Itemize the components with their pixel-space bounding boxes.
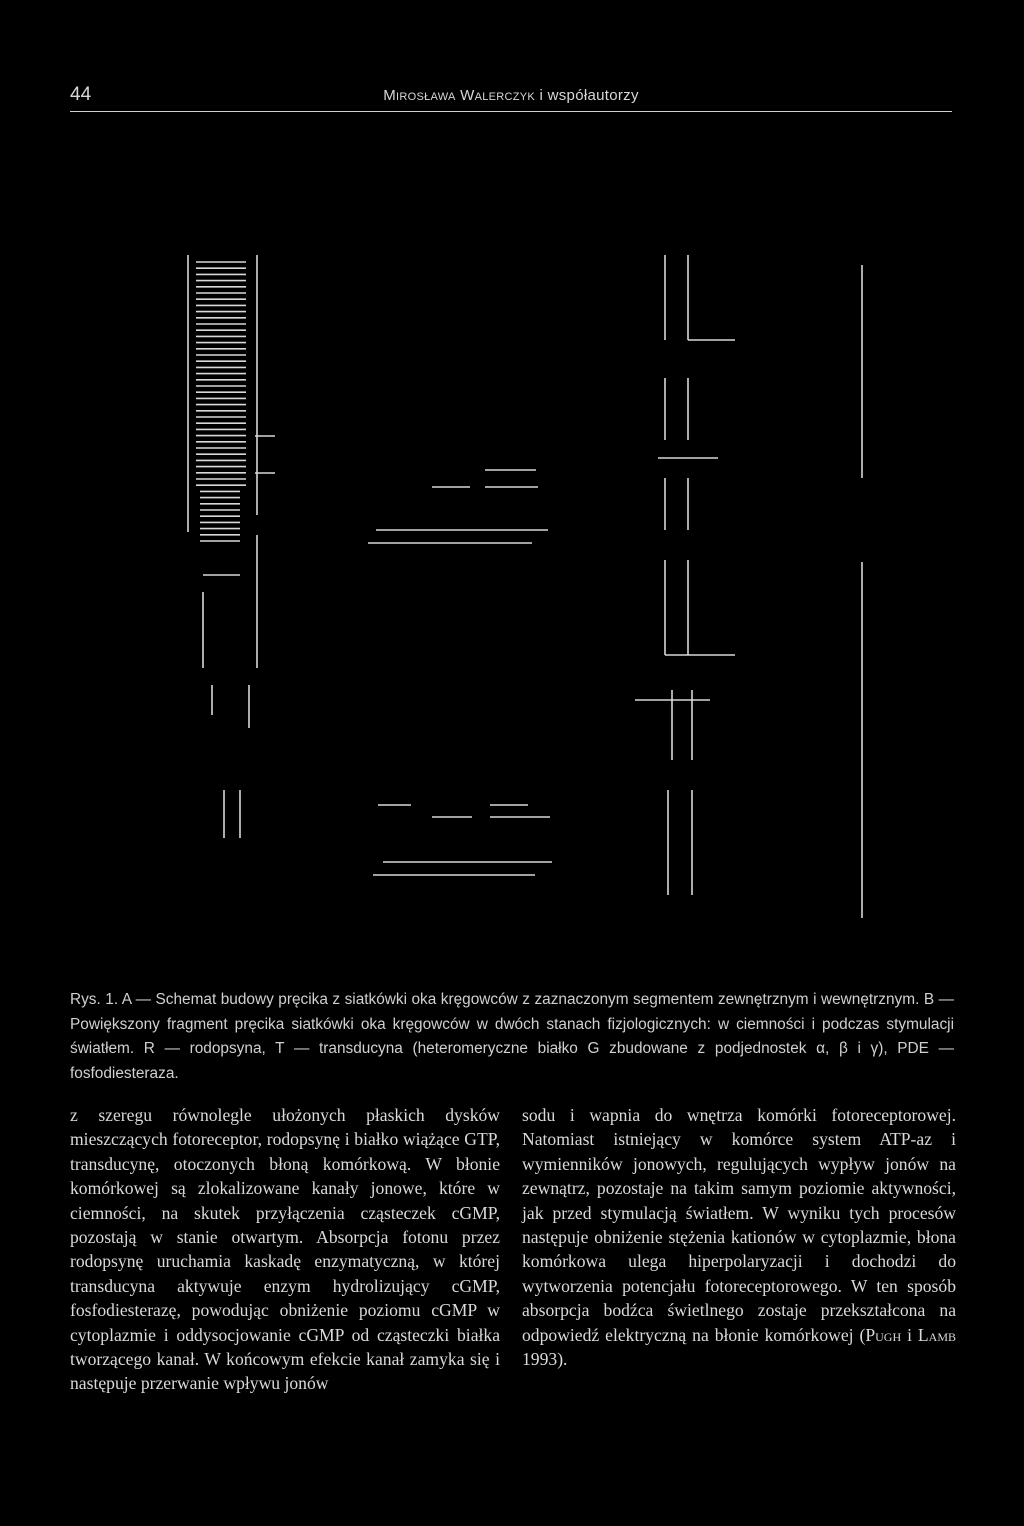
- figure-caption: Rys. 1. A — Schemat budowy pręcika z siatkówki oka kręgowców z zaznaczonym segmentem zewnętrznym i wewnętrznym. B — Powiększony fragment pręcika siatkówki oka kręgowców w dwóch stanach fizjologicznych: w ciemności i podczas stymulacji światłem. R — rodopsyna, T — transducyna (heteromeryczne białko G zbudowane z podjednostek α, β i γ), PDE — fosfodiesteraza.: [70, 991, 954, 1082]
- page-header: [70, 84, 952, 110]
- rod-disc-stack: [196, 262, 246, 541]
- running-title-author: Mirosława Walerczyk: [383, 87, 536, 104]
- citation-year: 1993).: [522, 1349, 568, 1370]
- right-column-text: sodu i wapnia do wnętrza komórki fotoreceptorowej. Natomiast istniejący w komórce system ATP-az i wymienników jonowych, regulujących wypływ jonów na zewnątrz, pozostaje na takim samym poziomie aktywności, jak przed stymulacją światłem. W wyniku tych procesów następuje obniżenie stężenia kationów w cytoplazmie, błona komórkowa ulega hiperpolaryzacji i dochodzi do wytworzenia potencjału fotoreceptorowego. W ten sposób absorpcja bodźca świetlnego zostaje przekształcona na odpowiedź elektryczną na błonie komórkowej (: [522, 1105, 956, 1345]
- body-text-left-column: z szeregu równolegle ułożonych płaskich dysków mieszczących fotoreceptor, rodopsynę i białko wiążące GTP, transducynę, otoczonych błoną komórkową. W błonie komórkowej są zlokalizowane kanały jonowe, które w ciemności, na skutek przyłączenia cząsteczek cGMP, pozostają w stanie otwartym. Absorpcja fotonu przez rodopsynę uruchamia kaskadę enzymatyczną, w której transducyna aktywuje enzym hydrolizujący cGMP, fosfodiesterazę, powodując obniżenie poziomu cGMP w cytoplazmie i oddysocjowanie cGMP od cząsteczki białka tworzącego kanał. W końcowym efekcie kanał zamyka się i następuje przerwanie wpływu jonów: [70, 1105, 500, 1394]
- citation-author-2: Lamb: [917, 1324, 956, 1345]
- membrane-channel-diagram: [635, 255, 862, 918]
- figure-rod-schematic: [0, 230, 1024, 930]
- running-title-rest: i współautorzy: [535, 87, 639, 104]
- rod-cell-diagram: [188, 255, 275, 838]
- page-number: 44: [70, 84, 92, 105]
- body-text-right-column: [522, 1103, 956, 1371]
- header-rule: [70, 111, 952, 112]
- disc-membrane-lines: [368, 470, 552, 875]
- running-title: [70, 87, 952, 104]
- citation-joiner: i: [901, 1324, 918, 1345]
- citation-author-1: Pugh: [865, 1324, 902, 1345]
